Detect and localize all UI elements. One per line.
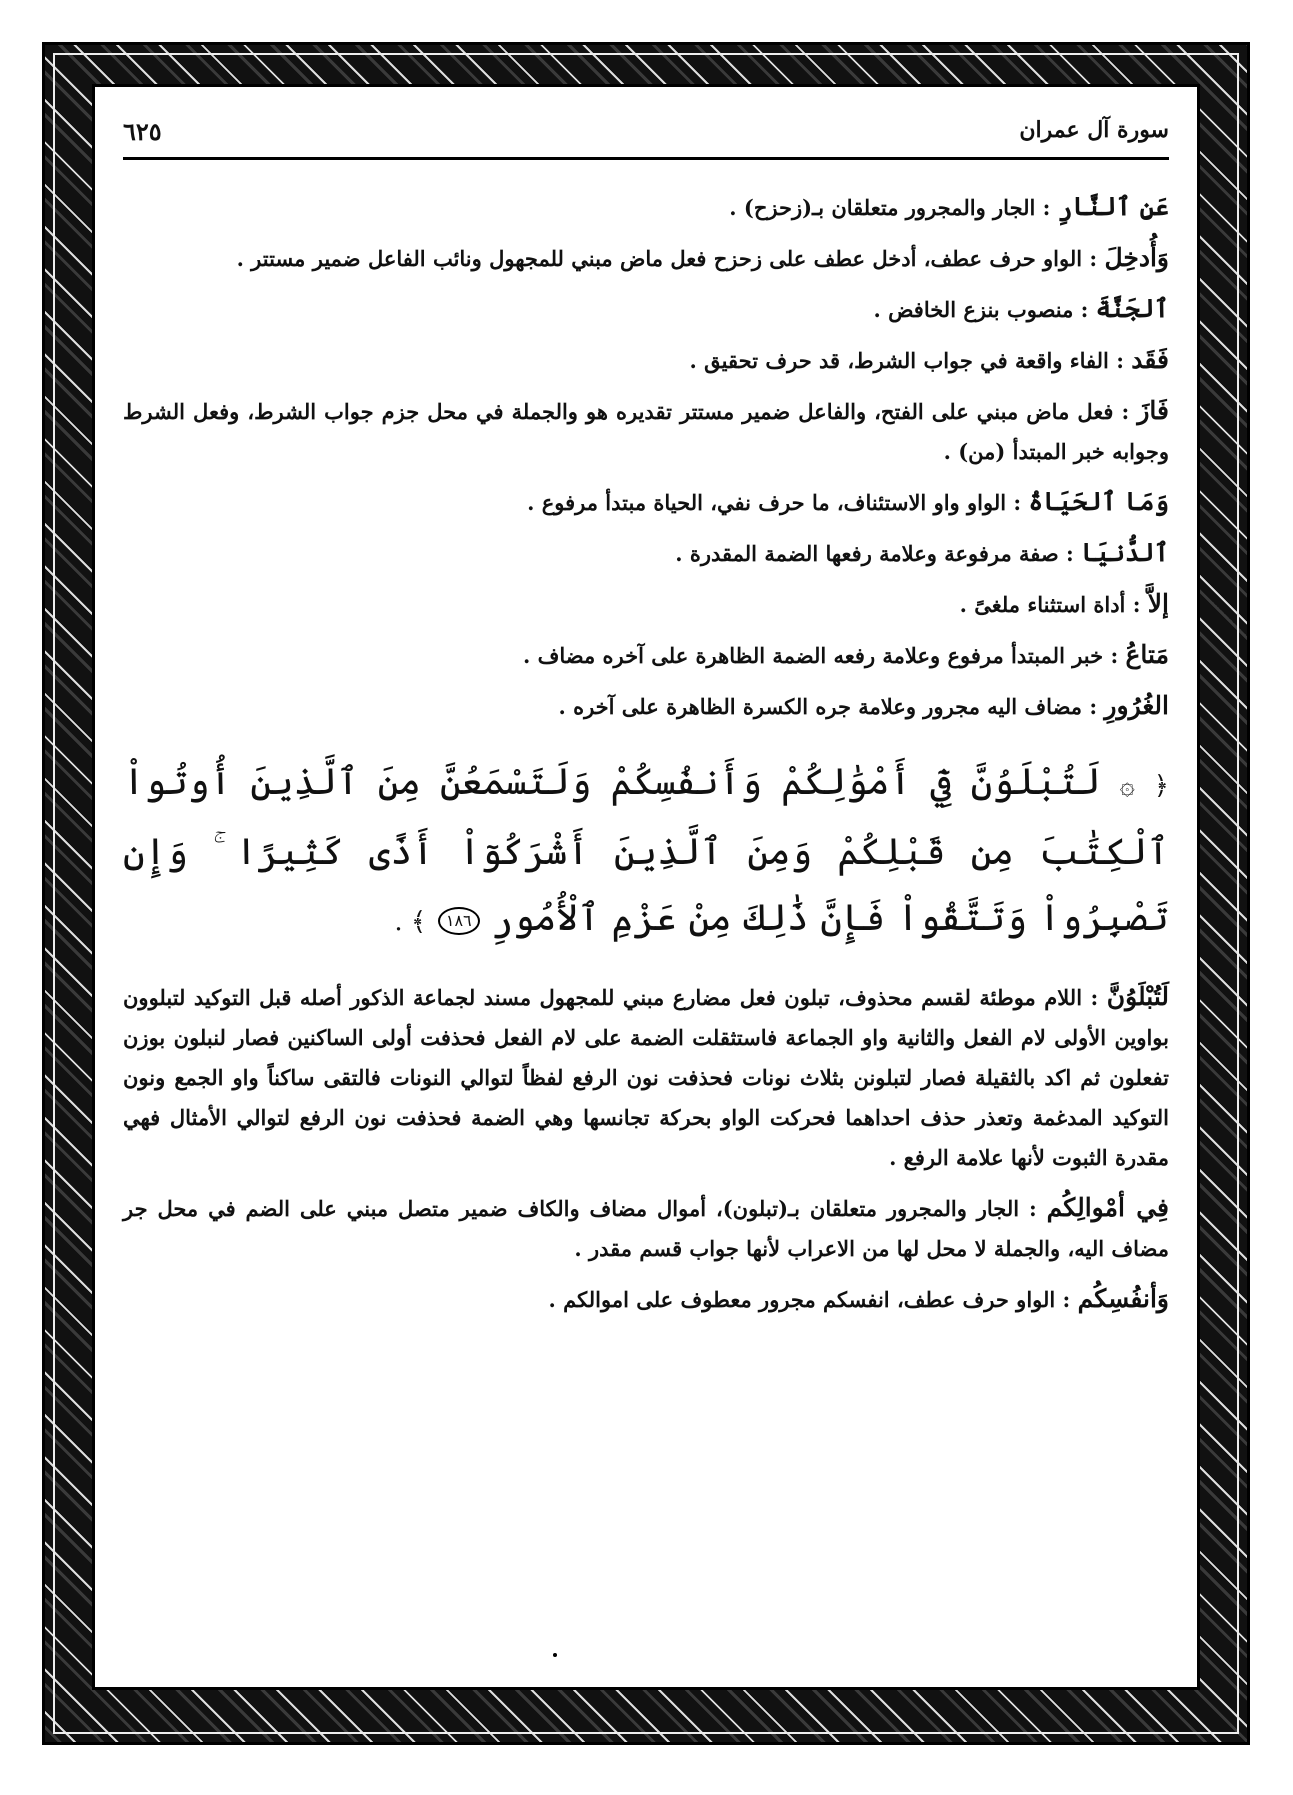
page-header [123, 117, 1169, 160]
quran-verse [123, 749, 1169, 955]
term: ٱلدُّنيَا [1081, 538, 1169, 567]
ayah-number-badge: ١٨٦ [438, 907, 480, 935]
ink-dot [553, 1653, 557, 1657]
explanation: : الواو واو الاستئناف، ما حرف نفي، الحياة مبتدأ مرفوع . [527, 490, 1029, 515]
paragraph-1 [123, 187, 1169, 228]
paragraph-10 [123, 686, 1169, 727]
paragraph-6 [123, 482, 1169, 523]
term: وَمَا ٱلحَيَاةُ [1028, 487, 1169, 516]
term: الغُرُورِ [1104, 691, 1169, 720]
paragraph-4 [123, 340, 1169, 381]
page-number: ٦٢٥ [123, 117, 162, 146]
term: فَقَد [1131, 345, 1169, 374]
paragraph-12 [123, 1188, 1169, 1269]
paragraph-13 [123, 1279, 1169, 1320]
explanation: : الواو حرف عطف، أدخل عطف على زحزح فعل ماض مبني للمجهول ونائب الفاعل ضمير مستتر . [236, 246, 1105, 271]
explanation: : منصوب بنزع الخافض . [873, 297, 1096, 322]
paragraph-11 [123, 977, 1169, 1178]
paragraph-3 [123, 289, 1169, 330]
explanation: : اللام موطئة لقسم محذوف، تبلون فعل مضارع مبني للمجهول مسند لجماعة الذكور أصله قبل التوكيد لتبلوون بواوين الأولى لام الفعل والثانية واو الجماعة فاستثقلت الضمة على لام الفعل فحذفت أولى الساكنين فصار لنبلون بوزن تفعلون ثم اكد بالثقيلة فصار لتبلونن بثلاث نونات فحذفت نون الرفع لفظاً لتوالي النونات فالتقى ساكناً واو الجمع ونون التوكيد المدغمة وتعذر حذف احداهما فحركت الواو بحركة تجانسها وهي الضمة فحذفت نون الرفع لتوالي الأمثال فهي مقدرة الثبوت لأنها علامة الرفع . [123, 985, 1169, 1170]
term: وَأُدخِلَ [1104, 243, 1169, 272]
verse-close-bracket: ﴾ . [394, 907, 427, 937]
term: ٱلجَنَّةَ [1095, 294, 1169, 323]
term: عَنِ ٱلنَّارِ [1057, 192, 1169, 221]
term: وَأنفُسِكُم [1077, 1284, 1169, 1313]
page-content [123, 187, 1169, 1657]
explanation: : أداة استثناء ملغىً . [959, 592, 1148, 617]
explanation: : الجار والمجرور متعلقان بـ(زحزح) . [729, 195, 1058, 220]
paragraph-7 [123, 533, 1169, 574]
term: فِي أمْوالِكُم [1046, 1193, 1169, 1222]
term: إلاَّ [1147, 589, 1169, 618]
rub-el-hizb-icon: ۞ [1119, 771, 1135, 801]
explanation: : الجار والمجرور متعلقان بـ(تبلون)، أموال مضاف والكاف ضمير متصل مبني على الضم في محل جر مضاف اليه، والجملة لا محل لها من الاعراب لأنها جواب قسم مقدر . [123, 1196, 1169, 1261]
explanation: : الفاء واقعة في جواب الشرط، قد حرف تحقيق . [689, 348, 1132, 373]
paragraph-2 [123, 238, 1169, 279]
sura-title: سورة آل عمران [1019, 117, 1169, 143]
term: مَتاعُ [1125, 640, 1169, 669]
verse-open-bracket: ﴿ [1153, 771, 1169, 801]
verse-text: لَتُبْلَوُنَّ فِيٓ أَمْوَٰلِكُمْ وَأَنفُسِكُمْ وَلَتَسْمَعُنَّ مِنَ ٱلَّذِينَ أُوتُواْ ٱلْكِتَٰبَ مِن قَبْلِكُمْ وَمِنَ ٱلَّذِينَ أَشْرَكُوٓاْ أَذًى كَثِيرًا ۚ وَإِن تَصْبِرُواْ وَتَتَّقُواْ فَإِنَّ ذَٰلِكَ مِنْ عَزْمِ ٱلْأُمُورِ [123, 760, 1169, 939]
paragraph-9 [123, 635, 1169, 676]
term: فَازَ [1137, 396, 1169, 425]
explanation: : فعل ماض مبني على الفتح، والفاعل ضمير مستتر تقديره هو والجملة في محل جزم جواب الشرط، وفعل الشرط وجوابه خبر المبتدأ (من) . [123, 399, 1169, 464]
explanation: : الواو حرف عطف، انفسكم مجرور معطوف على اموالكم . [548, 1287, 1078, 1312]
explanation: : مضاف اليه مجرور وعلامة جره الكسرة الظاهرة على آخره . [558, 694, 1105, 719]
explanation: : خبر المبتدأ مرفوع وعلامة رفعه الضمة الظاهرة على آخره مضاف . [522, 643, 1126, 668]
page [92, 84, 1200, 1690]
paragraph-8 [123, 584, 1169, 625]
paragraph-5 [123, 391, 1169, 472]
explanation: : صفة مرفوعة وعلامة رفعها الضمة المقدرة . [675, 541, 1082, 566]
term: لَتُبْلَوُنَّ [1106, 982, 1169, 1011]
